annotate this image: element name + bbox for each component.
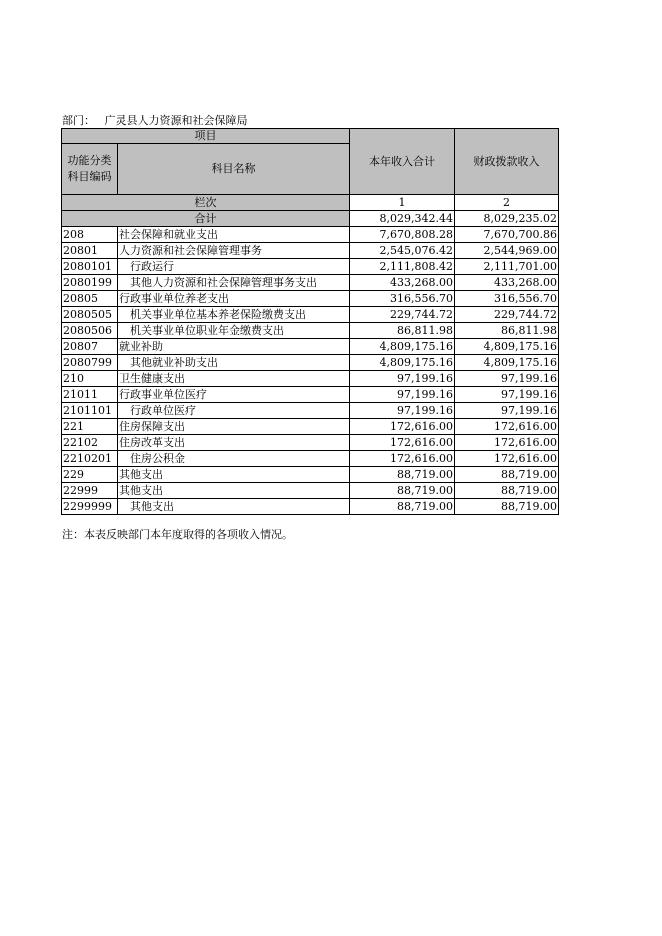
row-code: 210 <box>62 371 118 387</box>
row-code: 2080505 <box>62 307 118 323</box>
row-name: 其他支出 <box>118 467 350 483</box>
row-code: 2299999 <box>62 499 118 515</box>
table-row <box>62 499 559 515</box>
row-fiscal: 2,544,969.00 <box>455 243 559 259</box>
row-name: 机关事业单位职业年金缴费支出 <box>118 323 350 339</box>
row-name: 其他人力资源和社会保障管理事务支出 <box>118 275 350 291</box>
table-row <box>62 387 559 403</box>
row-name: 住房改革支出 <box>118 435 350 451</box>
row-fiscal: 7,670,700.86 <box>455 227 559 243</box>
sum-row <box>62 211 559 227</box>
row-total: 172,616.00 <box>350 435 455 451</box>
table-row <box>62 435 559 451</box>
row-total: 433,268.00 <box>350 275 455 291</box>
row-total: 97,199.16 <box>350 403 455 419</box>
row-code: 22999 <box>62 483 118 499</box>
row-fiscal: 88,719.00 <box>455 499 559 515</box>
row-fiscal: 97,199.16 <box>455 371 559 387</box>
row-code: 2080799 <box>62 355 118 371</box>
row-name: 机关事业单位基本养老保险缴费支出 <box>118 307 350 323</box>
department-label: 部门： <box>62 114 95 127</box>
row-code: 221 <box>62 419 118 435</box>
row-total: 7,670,808.28 <box>350 227 455 243</box>
row-total: 97,199.16 <box>350 371 455 387</box>
row-name: 其他支出 <box>118 483 350 499</box>
row-total: 2,111,808.42 <box>350 259 455 275</box>
row-code: 20807 <box>62 339 118 355</box>
header-row-1 <box>62 129 559 144</box>
table-row <box>62 483 559 499</box>
footnote: 注：本表反映部门本年度取得的各项收入情况。 <box>62 528 293 541</box>
row-name: 就业补助 <box>118 339 350 355</box>
row-code: 22102 <box>62 435 118 451</box>
column-index-row <box>62 195 559 211</box>
table-row <box>62 275 559 291</box>
code-header-line2: 科目编码 <box>67 170 112 183</box>
row-total: 4,809,175.16 <box>350 355 455 371</box>
row-code: 208 <box>62 227 118 243</box>
table-row <box>62 291 559 307</box>
row-fiscal: 172,616.00 <box>455 435 559 451</box>
row-fiscal: 229,744.72 <box>455 307 559 323</box>
table-row <box>62 355 559 371</box>
table-row <box>62 339 559 355</box>
row-code: 20801 <box>62 243 118 259</box>
row-code: 2080506 <box>62 323 118 339</box>
table-row <box>62 259 559 275</box>
row-total: 172,616.00 <box>350 419 455 435</box>
row-total: 86,811.98 <box>350 323 455 339</box>
code-header-line1: 功能分类 <box>67 154 112 167</box>
table-row <box>62 307 559 323</box>
row-name: 其他支出 <box>118 499 350 515</box>
row-name: 住房保障支出 <box>118 419 350 435</box>
row-fiscal: 88,719.00 <box>455 483 559 499</box>
row-name: 人力资源和社会保障管理事务 <box>118 243 350 259</box>
row-name: 其他就业补助支出 <box>118 355 350 371</box>
row-total: 2,545,076.42 <box>350 243 455 259</box>
row-fiscal: 4,809,175.16 <box>455 339 559 355</box>
row-code: 2101101 <box>62 403 118 419</box>
row-code: 2080101 <box>62 259 118 275</box>
table-row <box>62 371 559 387</box>
row-total: 172,616.00 <box>350 451 455 467</box>
income-table <box>61 128 559 515</box>
column-index-label: 栏次 <box>62 195 350 211</box>
row-total: 88,719.00 <box>350 499 455 515</box>
row-name: 卫生健康支出 <box>118 371 350 387</box>
row-fiscal: 2,111,701.00 <box>455 259 559 275</box>
fiscal-column-header: 财政拨款收入 <box>455 129 559 195</box>
row-fiscal: 172,616.00 <box>455 451 559 467</box>
row-fiscal: 433,268.00 <box>455 275 559 291</box>
row-total: 316,556.70 <box>350 291 455 307</box>
row-fiscal: 88,719.00 <box>455 467 559 483</box>
table-row <box>62 227 559 243</box>
total-column-header: 本年收入合计 <box>350 129 455 195</box>
row-name: 行政事业单位养老支出 <box>118 291 350 307</box>
row-fiscal: 4,809,175.16 <box>455 355 559 371</box>
table-row <box>62 467 559 483</box>
table-row <box>62 323 559 339</box>
row-name: 住房公积金 <box>118 451 350 467</box>
row-total: 4,809,175.16 <box>350 339 455 355</box>
row-code: 229 <box>62 467 118 483</box>
column-index-1: 1 <box>350 195 455 211</box>
row-fiscal: 97,199.16 <box>455 387 559 403</box>
sum-fiscal: 8,029,235.02 <box>455 211 559 227</box>
row-total: 88,719.00 <box>350 467 455 483</box>
row-name: 行政运行 <box>118 259 350 275</box>
table-row <box>62 419 559 435</box>
department-line <box>62 114 248 128</box>
row-fiscal: 316,556.70 <box>455 291 559 307</box>
department-name: 广灵县人力资源和社会保障局 <box>104 114 248 127</box>
income-table-body <box>62 129 559 515</box>
column-index-2: 2 <box>455 195 559 211</box>
row-total: 229,744.72 <box>350 307 455 323</box>
row-name: 行政事业单位医疗 <box>118 387 350 403</box>
row-fiscal: 86,811.98 <box>455 323 559 339</box>
row-code: 21011 <box>62 387 118 403</box>
table-row <box>62 403 559 419</box>
table-row <box>62 243 559 259</box>
row-fiscal: 97,199.16 <box>455 403 559 419</box>
code-column-header <box>62 144 118 195</box>
row-code: 20805 <box>62 291 118 307</box>
name-column-header: 科目名称 <box>118 144 350 195</box>
row-name: 社会保障和就业支出 <box>118 227 350 243</box>
row-total: 88,719.00 <box>350 483 455 499</box>
sum-label: 合计 <box>62 211 350 227</box>
item-group-header: 项目 <box>62 129 350 144</box>
sum-total: 8,029,342.44 <box>350 211 455 227</box>
row-code: 2080199 <box>62 275 118 291</box>
row-name: 行政单位医疗 <box>118 403 350 419</box>
row-fiscal: 172,616.00 <box>455 419 559 435</box>
table-row <box>62 451 559 467</box>
row-total: 97,199.16 <box>350 387 455 403</box>
row-code: 2210201 <box>62 451 118 467</box>
